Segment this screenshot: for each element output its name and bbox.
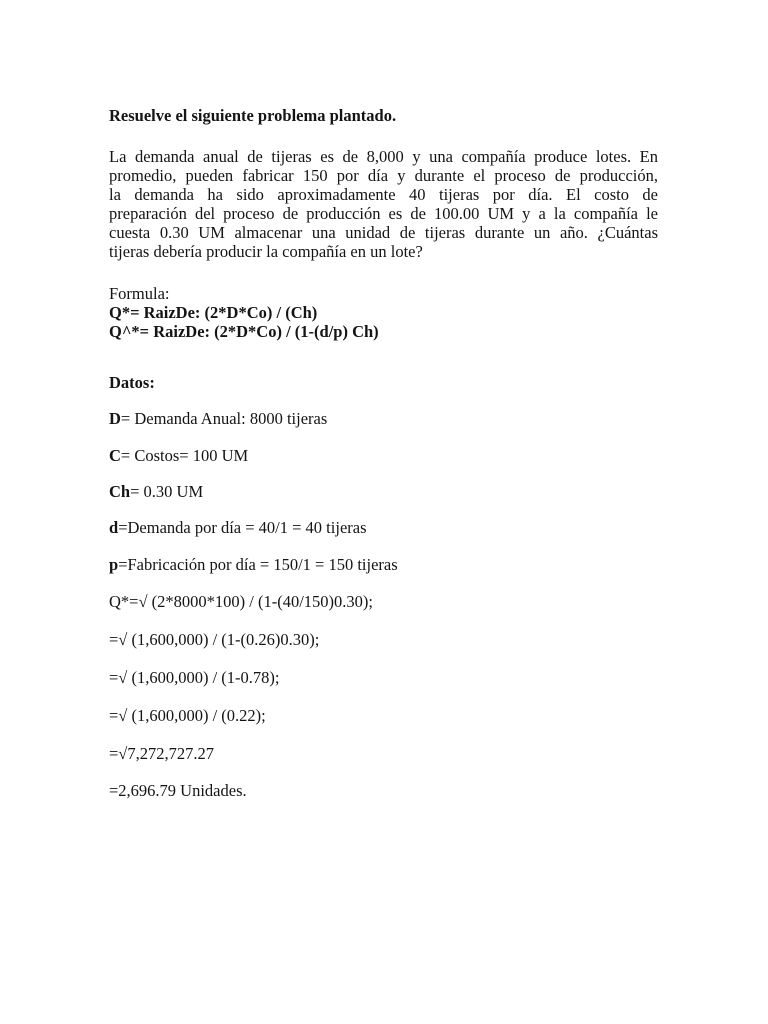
datos-Ch bbox=[109, 482, 203, 501]
problem-line: preparación del proceso de producción es de 100.00 UM y a la compañía le bbox=[109, 204, 658, 223]
formula-label: Formula: bbox=[109, 284, 170, 303]
calc-line: Q*=√ (2*8000*100) / (1-(40/150)0.30); bbox=[109, 592, 373, 611]
datos-p-text: =Fabricación por día = 150/1 = 150 tijeras bbox=[118, 555, 398, 574]
calc-line: =√ (1,600,000) / (1-0.78); bbox=[109, 668, 280, 687]
datos-Ch-key: Ch bbox=[109, 482, 131, 501]
formula-q-hat-star: Q^*= RaizDe: (2*D*Co) / (1-(d/p) Ch) bbox=[109, 322, 379, 341]
datos-d bbox=[109, 518, 367, 537]
problem-line: la demanda ha sido aproximadamente 40 tijeras por día. El costo de bbox=[109, 185, 658, 204]
calc-line: =√ (1,600,000) / (1-(0.26)0.30); bbox=[109, 630, 320, 649]
datos-D bbox=[109, 409, 327, 428]
datos-D-key: D bbox=[109, 409, 121, 428]
datos-d-key: d bbox=[109, 518, 119, 537]
formula-q-star: Q*= RaizDe: (2*D*Co) / (Ch) bbox=[109, 303, 318, 322]
datos-p bbox=[109, 555, 398, 574]
problem-line: cuesta 0.30 UM almacenar una unidad de tijeras durante un año. ¿Cuántas bbox=[109, 223, 658, 242]
datos-D-text: = Demanda Anual: 8000 tijeras bbox=[120, 409, 328, 428]
problem-title: Resuelve el siguiente problema plantado. bbox=[109, 106, 397, 125]
datos-C-key: C bbox=[109, 446, 121, 465]
calc-line: =√ (1,600,000) / (0.22); bbox=[109, 706, 266, 725]
problem-line: La demanda anual de tijeras es de 8,000 y una compañía produce lotes. En bbox=[109, 147, 658, 166]
datos-C-text: = Costos= 100 UM bbox=[120, 446, 249, 465]
problem-line: promedio, pueden fabricar 150 por día y durante el proceso de producción, bbox=[109, 166, 658, 185]
datos-p-key: p bbox=[109, 555, 119, 574]
datos-d-text: =Demanda por día = 40/1 = 40 tijeras bbox=[118, 518, 367, 537]
calc-result: =2,696.79 Unidades. bbox=[109, 781, 247, 800]
datos-C bbox=[109, 446, 248, 465]
calc-line: =√7,272,727.27 bbox=[109, 744, 214, 763]
formula-block bbox=[109, 284, 379, 341]
datos-heading: Datos: bbox=[109, 373, 155, 392]
datos-Ch-text: = 0.30 UM bbox=[130, 482, 204, 501]
problem-statement bbox=[109, 147, 658, 261]
problem-line: tijeras debería producir la compañía en un lote? bbox=[109, 242, 423, 261]
